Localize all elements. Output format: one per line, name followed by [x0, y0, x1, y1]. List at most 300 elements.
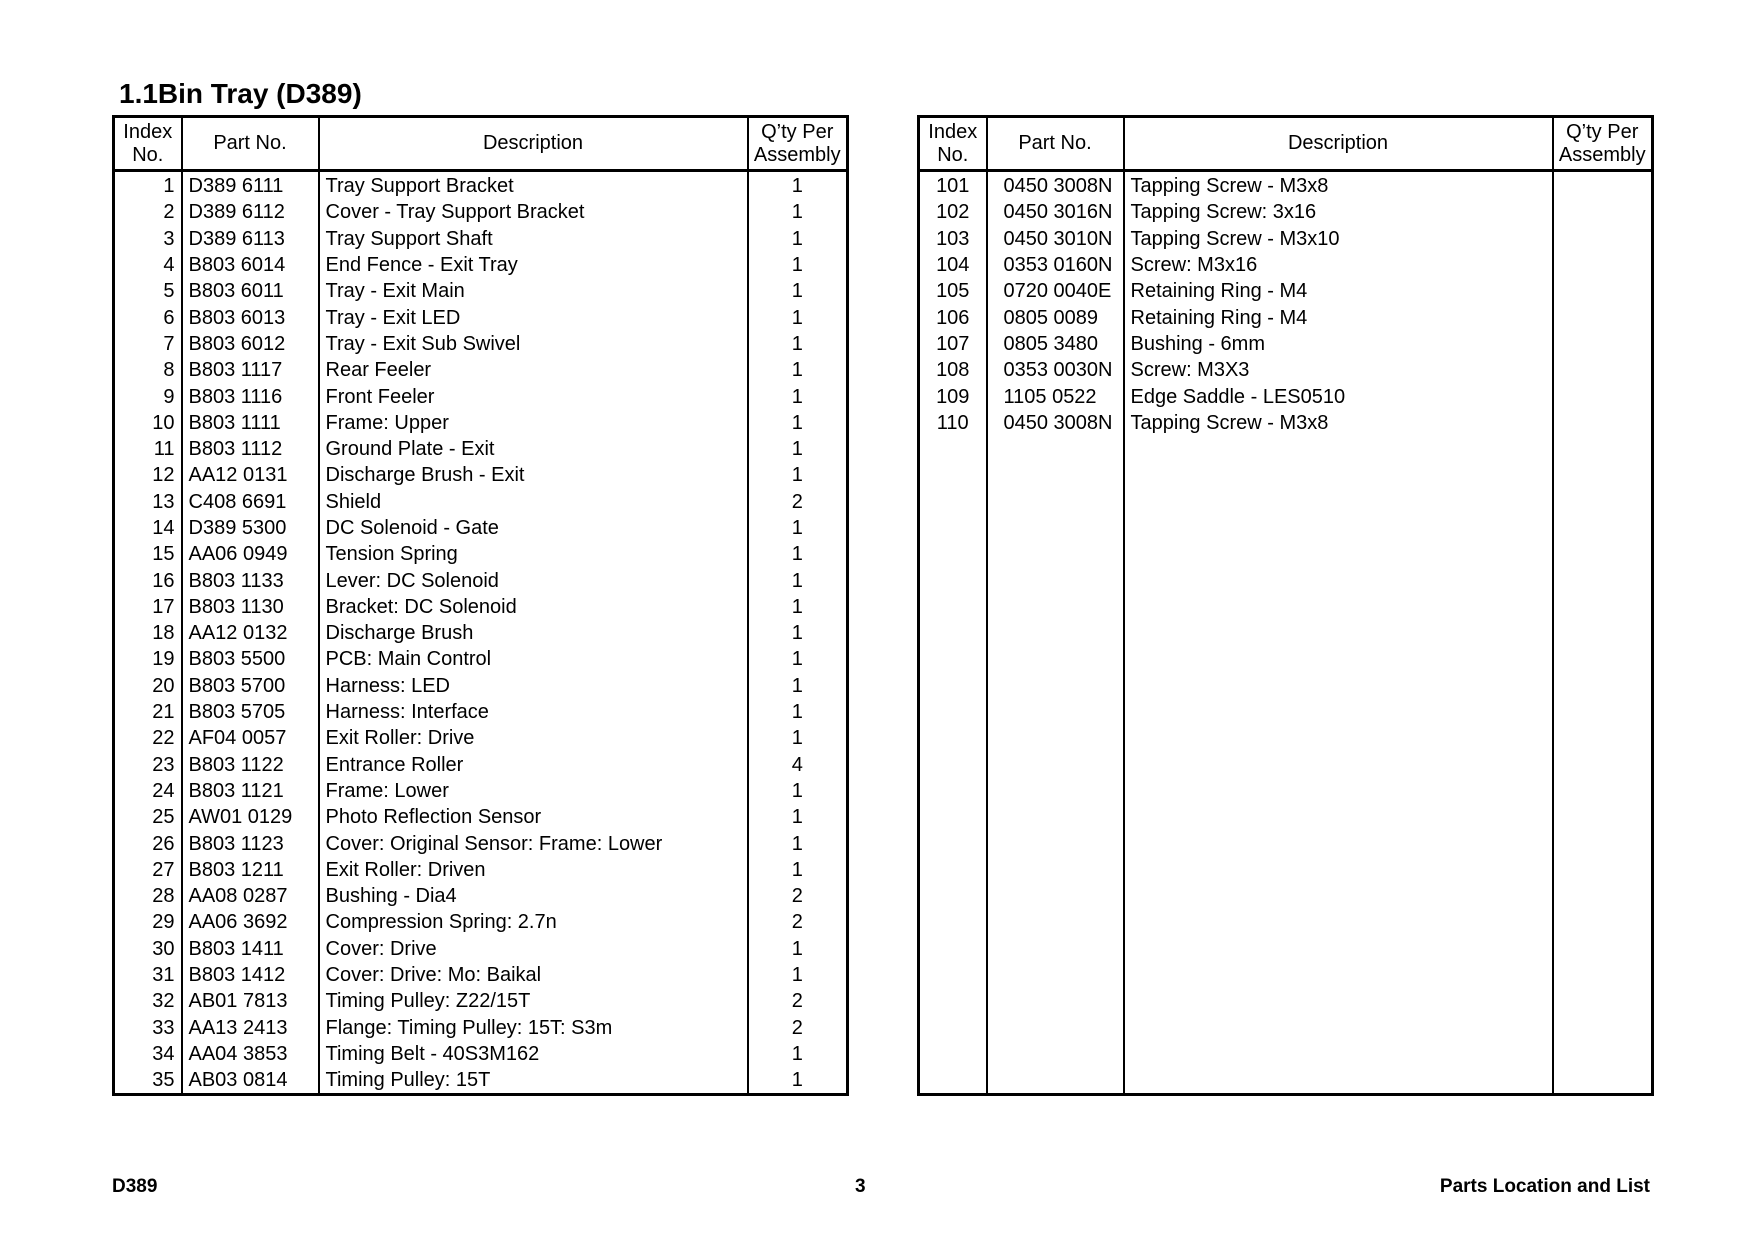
- description-cell: [1124, 830, 1553, 856]
- empty-row: [919, 436, 1653, 462]
- table-row: [114, 988, 848, 1014]
- header-qty: Q’ty Per Assembly: [748, 117, 848, 171]
- part-no-cell: [987, 857, 1124, 883]
- qty-cell: 1: [748, 1041, 848, 1067]
- description-cell: [1124, 1015, 1553, 1041]
- part-no-cell: AW01 0129: [182, 804, 319, 830]
- table-row: [919, 331, 1653, 357]
- empty-row: [919, 936, 1653, 962]
- table-row: [919, 171, 1653, 200]
- description-cell: Frame: Upper: [319, 410, 748, 436]
- header-qty: Q’ty Per Assembly: [1553, 117, 1653, 171]
- qty-cell: 1: [748, 673, 848, 699]
- description-cell: [1124, 962, 1553, 988]
- table-row: [114, 171, 848, 200]
- qty-cell: [1553, 515, 1653, 541]
- description-cell: [1124, 988, 1553, 1014]
- table-row: [919, 199, 1653, 225]
- qty-cell: [1553, 541, 1653, 567]
- part-no-cell: B803 1121: [182, 778, 319, 804]
- qty-cell: [1553, 436, 1653, 462]
- qty-cell: 1: [748, 383, 848, 409]
- description-cell: [1124, 541, 1553, 567]
- qty-cell: 1: [748, 410, 848, 436]
- qty-cell: [1553, 830, 1653, 856]
- qty-cell: [1553, 988, 1653, 1014]
- index-cell: 5: [114, 278, 182, 304]
- empty-row: [919, 646, 1653, 672]
- qty-cell: [1553, 226, 1653, 252]
- qty-cell: [1553, 462, 1653, 488]
- table-header-row: [114, 117, 848, 171]
- table-row: [919, 410, 1653, 436]
- part-no-cell: [987, 883, 1124, 909]
- index-cell: 35: [114, 1067, 182, 1095]
- table-header-row: [919, 117, 1653, 171]
- table-row: [114, 804, 848, 830]
- description-cell: [1124, 489, 1553, 515]
- description-cell: Timing Pulley: Z22/15T: [319, 988, 748, 1014]
- qty-cell: 1: [748, 646, 848, 672]
- index-cell: 110: [919, 410, 987, 436]
- qty-cell: [1553, 1041, 1653, 1067]
- part-no-cell: [987, 1041, 1124, 1067]
- empty-row: [919, 804, 1653, 830]
- description-cell: [1124, 883, 1553, 909]
- footer-section-title: Parts Location and List: [1439, 1176, 1650, 1197]
- empty-row: [919, 988, 1653, 1014]
- index-cell: [919, 830, 987, 856]
- qty-cell: [1553, 1067, 1653, 1095]
- part-no-cell: [987, 909, 1124, 935]
- qty-cell: [1553, 620, 1653, 646]
- table-row: [114, 594, 848, 620]
- index-cell: 26: [114, 830, 182, 856]
- qty-cell: [1553, 646, 1653, 672]
- description-cell: Rear Feeler: [319, 357, 748, 383]
- description-cell: [1124, 1067, 1553, 1095]
- qty-cell: [1553, 357, 1653, 383]
- part-no-cell: D389 6113: [182, 226, 319, 252]
- part-no-cell: [987, 673, 1124, 699]
- part-no-cell: [987, 515, 1124, 541]
- description-cell: End Fence - Exit Tray: [319, 252, 748, 278]
- description-cell: Shield: [319, 489, 748, 515]
- description-cell: Retaining Ring - M4: [1124, 278, 1553, 304]
- table-row: [919, 383, 1653, 409]
- qty-cell: 4: [748, 752, 848, 778]
- description-cell: Tray - Exit LED: [319, 304, 748, 330]
- part-no-cell: C408 6691: [182, 489, 319, 515]
- empty-row: [919, 541, 1653, 567]
- description-cell: [1124, 594, 1553, 620]
- part-no-cell: 0805 3480: [987, 331, 1124, 357]
- description-cell: [1124, 699, 1553, 725]
- qty-cell: 1: [748, 962, 848, 988]
- empty-row: [919, 567, 1653, 593]
- index-cell: 2: [114, 199, 182, 225]
- index-cell: 13: [114, 489, 182, 515]
- description-cell: Tapping Screw - M3x10: [1124, 226, 1553, 252]
- qty-cell: 1: [748, 1067, 848, 1095]
- index-cell: 34: [114, 1041, 182, 1067]
- index-cell: 31: [114, 962, 182, 988]
- part-no-cell: B803 5500: [182, 646, 319, 672]
- table-row: [114, 199, 848, 225]
- index-cell: 25: [114, 804, 182, 830]
- index-cell: [919, 436, 987, 462]
- description-cell: Timing Pulley: 15T: [319, 1067, 748, 1095]
- qty-cell: 2: [748, 909, 848, 935]
- part-no-cell: [987, 462, 1124, 488]
- part-no-cell: [987, 752, 1124, 778]
- description-cell: Retaining Ring - M4: [1124, 304, 1553, 330]
- index-cell: [919, 489, 987, 515]
- index-cell: 22: [114, 725, 182, 751]
- part-no-cell: D389 6112: [182, 199, 319, 225]
- qty-cell: [1553, 594, 1653, 620]
- description-cell: Entrance Roller: [319, 752, 748, 778]
- qty-cell: 1: [748, 594, 848, 620]
- empty-row: [919, 909, 1653, 935]
- qty-cell: 1: [748, 725, 848, 751]
- part-no-cell: [987, 620, 1124, 646]
- description-cell: Bushing - Dia4: [319, 883, 748, 909]
- page-title: 1.1Bin Tray (D389): [119, 78, 362, 109]
- index-cell: [919, 1015, 987, 1041]
- header-description: Description: [319, 117, 748, 171]
- index-cell: [919, 594, 987, 620]
- description-cell: [1124, 515, 1553, 541]
- qty-cell: [1553, 857, 1653, 883]
- part-no-cell: B803 1112: [182, 436, 319, 462]
- empty-row: [919, 699, 1653, 725]
- index-cell: 4: [114, 252, 182, 278]
- description-cell: Tension Spring: [319, 541, 748, 567]
- index-cell: 108: [919, 357, 987, 383]
- part-no-cell: AA12 0131: [182, 462, 319, 488]
- empty-row: [919, 515, 1653, 541]
- table-row: [114, 883, 848, 909]
- empty-row: [919, 673, 1653, 699]
- footer-model: D389: [112, 1176, 158, 1197]
- table-row: [114, 909, 848, 935]
- description-cell: [1124, 936, 1553, 962]
- part-no-cell: AF04 0057: [182, 725, 319, 751]
- index-cell: 102: [919, 199, 987, 225]
- qty-cell: [1553, 252, 1653, 278]
- table-row: [114, 857, 848, 883]
- description-cell: [1124, 673, 1553, 699]
- index-cell: 16: [114, 567, 182, 593]
- index-cell: 21: [114, 699, 182, 725]
- index-cell: 24: [114, 778, 182, 804]
- part-no-cell: B803 1116: [182, 383, 319, 409]
- part-no-cell: B803 1411: [182, 936, 319, 962]
- index-cell: 23: [114, 752, 182, 778]
- index-cell: [919, 752, 987, 778]
- empty-row: [919, 883, 1653, 909]
- index-cell: 12: [114, 462, 182, 488]
- empty-row: [919, 1067, 1653, 1095]
- table-row: [114, 304, 848, 330]
- empty-row: [919, 489, 1653, 515]
- part-no-cell: 0450 3008N: [987, 410, 1124, 436]
- qty-cell: 1: [748, 462, 848, 488]
- part-no-cell: 0450 3016N: [987, 199, 1124, 225]
- part-no-cell: [987, 1067, 1124, 1095]
- part-no-cell: B803 6013: [182, 304, 319, 330]
- description-cell: Cover - Tray Support Bracket: [319, 199, 748, 225]
- part-no-cell: [987, 436, 1124, 462]
- qty-cell: 1: [748, 436, 848, 462]
- index-cell: 103: [919, 226, 987, 252]
- description-cell: [1124, 804, 1553, 830]
- description-cell: [1124, 567, 1553, 593]
- qty-cell: [1553, 171, 1653, 200]
- table-row: [114, 1041, 848, 1067]
- index-cell: [919, 988, 987, 1014]
- description-cell: Exit Roller: Driven: [319, 857, 748, 883]
- part-no-cell: [987, 778, 1124, 804]
- index-cell: [919, 857, 987, 883]
- description-cell: Tray Support Shaft: [319, 226, 748, 252]
- header-part-no: Part No.: [987, 117, 1124, 171]
- parts-table-left: [112, 115, 849, 1096]
- index-cell: [919, 883, 987, 909]
- part-no-cell: D389 5300: [182, 515, 319, 541]
- table-row: [919, 357, 1653, 383]
- qty-cell: 2: [748, 1015, 848, 1041]
- table-row: [114, 778, 848, 804]
- qty-cell: [1553, 883, 1653, 909]
- qty-cell: 1: [748, 331, 848, 357]
- index-cell: 29: [114, 909, 182, 935]
- part-no-cell: [987, 594, 1124, 620]
- description-cell: Harness: Interface: [319, 699, 748, 725]
- table-row: [114, 725, 848, 751]
- qty-cell: 1: [748, 226, 848, 252]
- part-no-cell: B803 1412: [182, 962, 319, 988]
- index-cell: [919, 1041, 987, 1067]
- qty-cell: 1: [748, 857, 848, 883]
- description-cell: Cover: Drive: [319, 936, 748, 962]
- parts-table-right-body: [919, 171, 1653, 1095]
- index-cell: [919, 515, 987, 541]
- table-row: [114, 646, 848, 672]
- part-no-cell: AA12 0132: [182, 620, 319, 646]
- header-part-no: Part No.: [182, 117, 319, 171]
- description-cell: Flange: Timing Pulley: 15T: S3m: [319, 1015, 748, 1041]
- empty-row: [919, 462, 1653, 488]
- table-row: [114, 567, 848, 593]
- description-cell: Tray Support Bracket: [319, 171, 748, 200]
- qty-cell: 1: [748, 278, 848, 304]
- index-cell: 6: [114, 304, 182, 330]
- index-cell: 3: [114, 226, 182, 252]
- empty-row: [919, 594, 1653, 620]
- table-row: [114, 541, 848, 567]
- empty-row: [919, 778, 1653, 804]
- part-no-cell: 0353 0030N: [987, 357, 1124, 383]
- table-row: [114, 1015, 848, 1041]
- description-cell: [1124, 909, 1553, 935]
- part-no-cell: [987, 1015, 1124, 1041]
- index-cell: 10: [114, 410, 182, 436]
- table-row: [114, 252, 848, 278]
- description-cell: Tray - Exit Main: [319, 278, 748, 304]
- qty-cell: [1553, 909, 1653, 935]
- index-cell: 15: [114, 541, 182, 567]
- qty-cell: 1: [748, 304, 848, 330]
- empty-row: [919, 962, 1653, 988]
- table-row: [114, 489, 848, 515]
- table-row: [114, 226, 848, 252]
- part-no-cell: AA06 0949: [182, 541, 319, 567]
- qty-cell: 1: [748, 515, 848, 541]
- description-cell: Compression Spring: 2.7n: [319, 909, 748, 935]
- empty-row: [919, 1015, 1653, 1041]
- part-no-cell: 0450 3010N: [987, 226, 1124, 252]
- qty-cell: [1553, 304, 1653, 330]
- table-row: [114, 962, 848, 988]
- empty-row: [919, 830, 1653, 856]
- part-no-cell: [987, 830, 1124, 856]
- table-row: [114, 357, 848, 383]
- part-no-cell: D389 6111: [182, 171, 319, 200]
- part-no-cell: [987, 988, 1124, 1014]
- index-cell: [919, 620, 987, 646]
- description-cell: Photo Reflection Sensor: [319, 804, 748, 830]
- header-index: Index No.: [919, 117, 987, 171]
- empty-row: [919, 1041, 1653, 1067]
- description-cell: [1124, 778, 1553, 804]
- part-no-cell: 0720 0040E: [987, 278, 1124, 304]
- index-cell: 8: [114, 357, 182, 383]
- index-cell: 33: [114, 1015, 182, 1041]
- description-cell: Frame: Lower: [319, 778, 748, 804]
- table-row: [919, 226, 1653, 252]
- description-cell: Discharge Brush - Exit: [319, 462, 748, 488]
- index-cell: [919, 909, 987, 935]
- qty-cell: [1553, 383, 1653, 409]
- description-cell: [1124, 620, 1553, 646]
- description-cell: Tray - Exit Sub Swivel: [319, 331, 748, 357]
- description-cell: [1124, 436, 1553, 462]
- footer-page-number: 3: [855, 1176, 866, 1197]
- description-cell: Exit Roller: Drive: [319, 725, 748, 751]
- table-row: [114, 331, 848, 357]
- index-cell: 104: [919, 252, 987, 278]
- qty-cell: [1553, 489, 1653, 515]
- qty-cell: 1: [748, 778, 848, 804]
- index-cell: 107: [919, 331, 987, 357]
- qty-cell: 2: [748, 988, 848, 1014]
- description-cell: [1124, 462, 1553, 488]
- qty-cell: 1: [748, 804, 848, 830]
- qty-cell: [1553, 673, 1653, 699]
- description-cell: [1124, 857, 1553, 883]
- qty-cell: [1553, 699, 1653, 725]
- index-cell: 14: [114, 515, 182, 541]
- part-no-cell: B803 1130: [182, 594, 319, 620]
- part-no-cell: [987, 804, 1124, 830]
- description-cell: Harness: LED: [319, 673, 748, 699]
- description-cell: Bushing - 6mm: [1124, 331, 1553, 357]
- part-no-cell: AA08 0287: [182, 883, 319, 909]
- index-cell: 20: [114, 673, 182, 699]
- part-no-cell: B803 1117: [182, 357, 319, 383]
- part-no-cell: B803 6012: [182, 331, 319, 357]
- index-cell: 109: [919, 383, 987, 409]
- description-cell: Lever: DC Solenoid: [319, 567, 748, 593]
- qty-cell: [1553, 410, 1653, 436]
- empty-row: [919, 857, 1653, 883]
- part-no-cell: 0805 0089: [987, 304, 1124, 330]
- description-cell: [1124, 752, 1553, 778]
- table-row: [919, 252, 1653, 278]
- part-no-cell: [987, 962, 1124, 988]
- qty-cell: 1: [748, 936, 848, 962]
- index-cell: 11: [114, 436, 182, 462]
- index-cell: [919, 725, 987, 751]
- description-cell: Ground Plate - Exit: [319, 436, 748, 462]
- index-cell: [919, 646, 987, 672]
- index-cell: [919, 1067, 987, 1095]
- index-cell: [919, 778, 987, 804]
- index-cell: 7: [114, 331, 182, 357]
- index-cell: 18: [114, 620, 182, 646]
- qty-cell: 1: [748, 699, 848, 725]
- description-cell: DC Solenoid - Gate: [319, 515, 748, 541]
- table-row: [919, 304, 1653, 330]
- qty-cell: [1553, 936, 1653, 962]
- description-cell: Screw: M3x16: [1124, 252, 1553, 278]
- part-no-cell: [987, 725, 1124, 751]
- part-no-cell: [987, 936, 1124, 962]
- qty-cell: [1553, 567, 1653, 593]
- description-cell: Front Feeler: [319, 383, 748, 409]
- index-cell: 9: [114, 383, 182, 409]
- index-cell: 106: [919, 304, 987, 330]
- empty-row: [919, 752, 1653, 778]
- table-row: [114, 436, 848, 462]
- header-description: Description: [1124, 117, 1553, 171]
- qty-cell: 1: [748, 171, 848, 200]
- table-row: [114, 278, 848, 304]
- description-cell: [1124, 646, 1553, 672]
- part-no-cell: AA13 2413: [182, 1015, 319, 1041]
- table-row: [114, 515, 848, 541]
- table-row: [114, 936, 848, 962]
- qty-cell: [1553, 778, 1653, 804]
- table-row: [114, 830, 848, 856]
- part-no-cell: AB01 7813: [182, 988, 319, 1014]
- empty-row: [919, 620, 1653, 646]
- empty-row: [919, 725, 1653, 751]
- description-cell: Timing Belt - 40S3M162: [319, 1041, 748, 1067]
- part-no-cell: B803 5705: [182, 699, 319, 725]
- qty-cell: [1553, 199, 1653, 225]
- index-cell: 27: [114, 857, 182, 883]
- part-no-cell: B803 5700: [182, 673, 319, 699]
- qty-cell: 1: [748, 199, 848, 225]
- part-no-cell: B803 6011: [182, 278, 319, 304]
- part-no-cell: 0450 3008N: [987, 171, 1124, 200]
- index-cell: [919, 804, 987, 830]
- description-cell: Edge Saddle - LES0510: [1124, 383, 1553, 409]
- qty-cell: [1553, 804, 1653, 830]
